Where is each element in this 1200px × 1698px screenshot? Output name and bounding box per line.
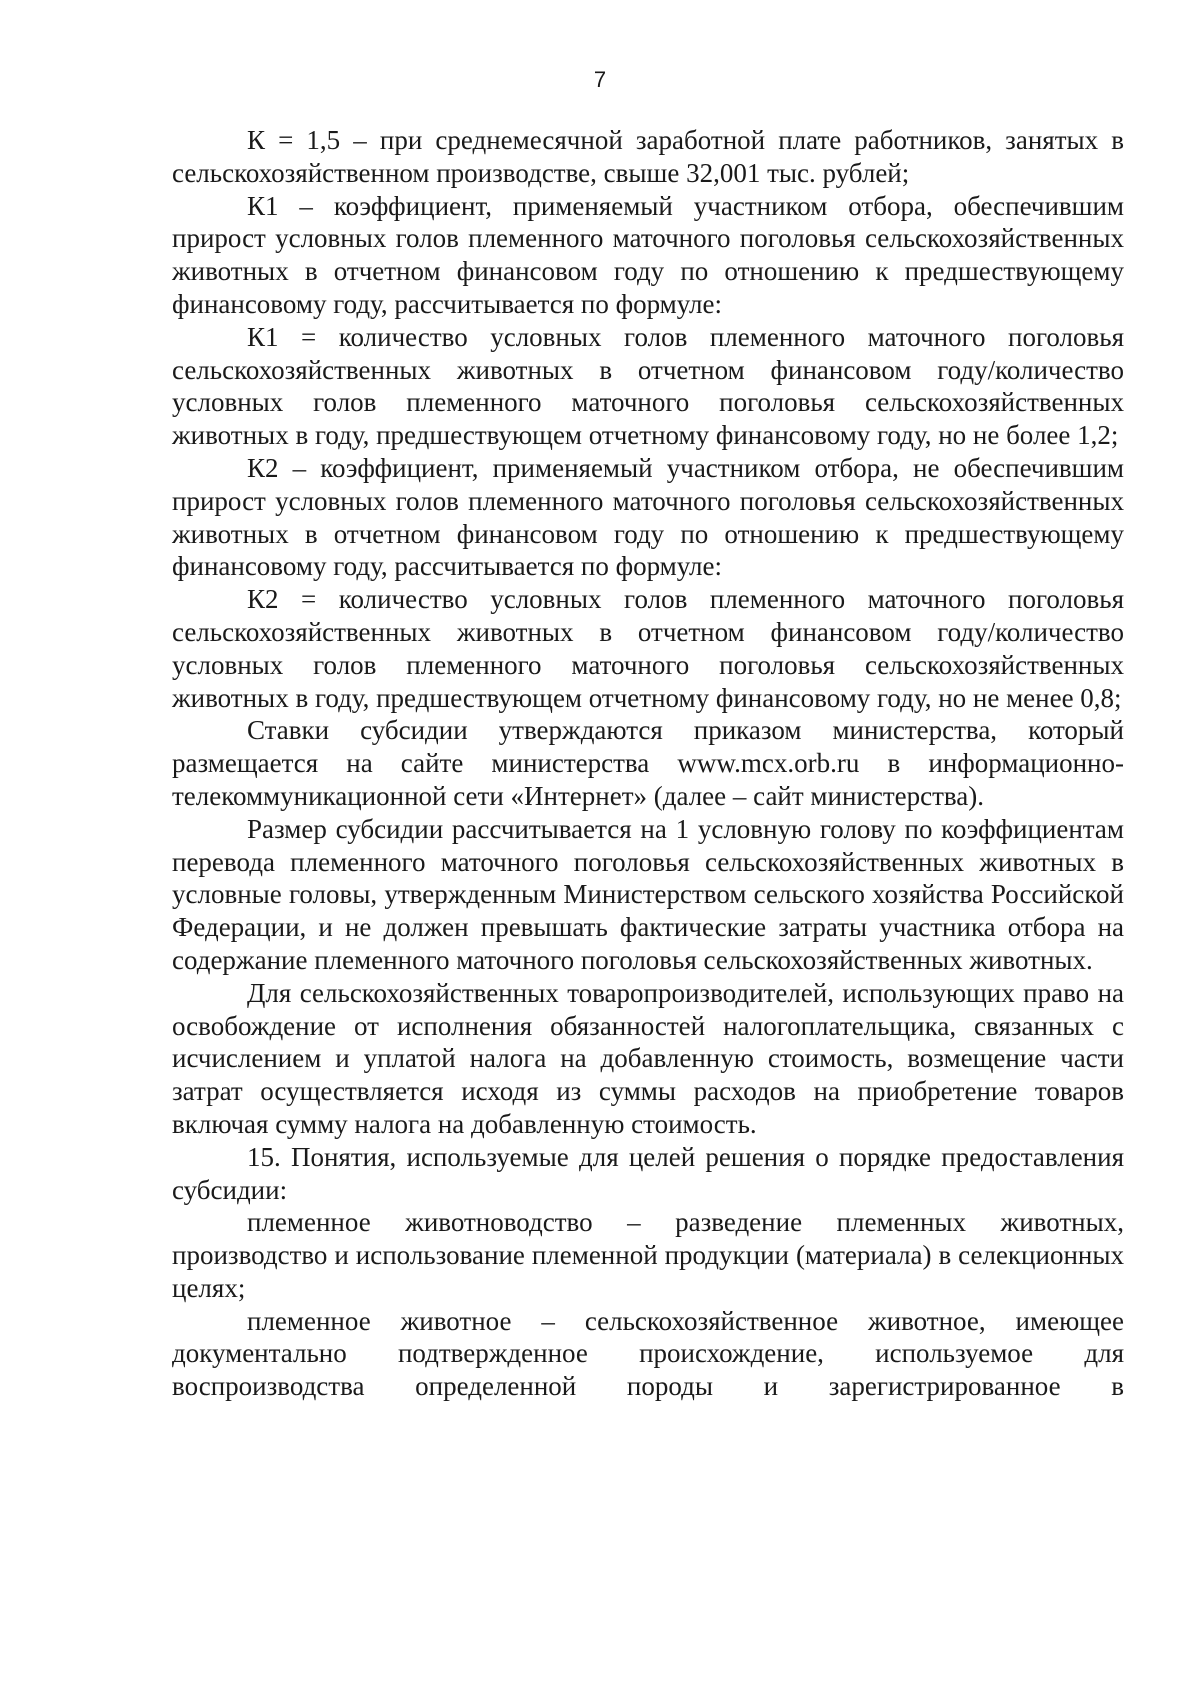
paragraph-vat-exemption: Для сельскохозяйственных товаропроизводителей, использующих право на освобождение от исполнения обязанностей налогоплательщика, связанных с исчислением и уплатой налога на добавленную стоимость, возмещение части затрат осуществляется исходя из суммы расходов на приобретение товаров включая сумму налога на добавленную стоимость. [172,977,1124,1139]
paragraph-subsidy-rates: Ставки субсидии утверждаются приказом министерства, который размещается на сайте министерства www.mcx.orb.ru в информационно-телекоммуникационной сети «Интернет» (далее – сайт министерства). [172,715,1124,811]
paragraph-k1-formula: К1 = количество условных голов племенного маточного поголовья сельскохозяйственных животных в отчетном финансовом году/количество условных голов племенного маточного поголовья сельскохозяйственных животных в году, предшествующем отчетному финансовому году, но не более 1,2; [172,321,1124,451]
document-body [172,124,1124,1403]
paragraph-breeding-animal: племенное животное – сельскохозяйственное животное, имеющее документально подтвержденное происхождение, используемое для воспроизводства определенной породы и зарегистрированное в [172,1305,1124,1402]
paragraph-k-1-5: К = 1,5 – при среднемесячной заработной плате работников, занятых в сельскохозяйственном производстве, свыше 32,001 тыс. рублей; [172,125,1124,188]
paragraph-k2-formula: К2 = количество условных голов племенного маточного поголовья сельскохозяйственных животных в отчетном финансовом году/количество условных голов племенного маточного поголовья сельскохозяйственных животных в году, предшествующем отчетному финансовому году, но не менее 0,8; [172,584,1124,713]
paragraph-subsidy-size: Размер субсидии рассчитывается на 1 условную голову по коэффициентам перевода племенного маточного поголовья сельскохозяйственных животных в условные головы, утвержденным Министерством сельского хозяйства Российской Федерации, и не должен превышать фактические затраты участника отбора на содержание племенного маточного поголовья сельскохозяйственных животных. [172,813,1124,975]
paragraph-clause-15: 15. Понятия, используемые для целей решения о порядке предоставления субсидии: [172,1141,1124,1205]
paragraph-k1-definition: К1 – коэффициент, применяемый участником отбора, обеспечившим прирост условных голов племенного маточного поголовья сельскохозяйственных животных в отчетном финансовом году по отношению к предшествующему финансовому году, рассчитывается по формуле: [172,190,1124,319]
paragraph-k2-definition: К2 – коэффициент, применяемый участником отбора, не обеспечившим прирост условных голов племенного маточного поголовья сельскохозяйственных животных в отчетном финансовом году по отношению к предшествующему финансовому году, рассчитывается по формуле: [172,452,1124,582]
page-number: 7 [593,67,607,92]
paragraph-breeding-livestock: племенное животноводство – разведение племенных животных, производство и использование племенной продукции (материала) в селекционных целях; [172,1207,1124,1303]
